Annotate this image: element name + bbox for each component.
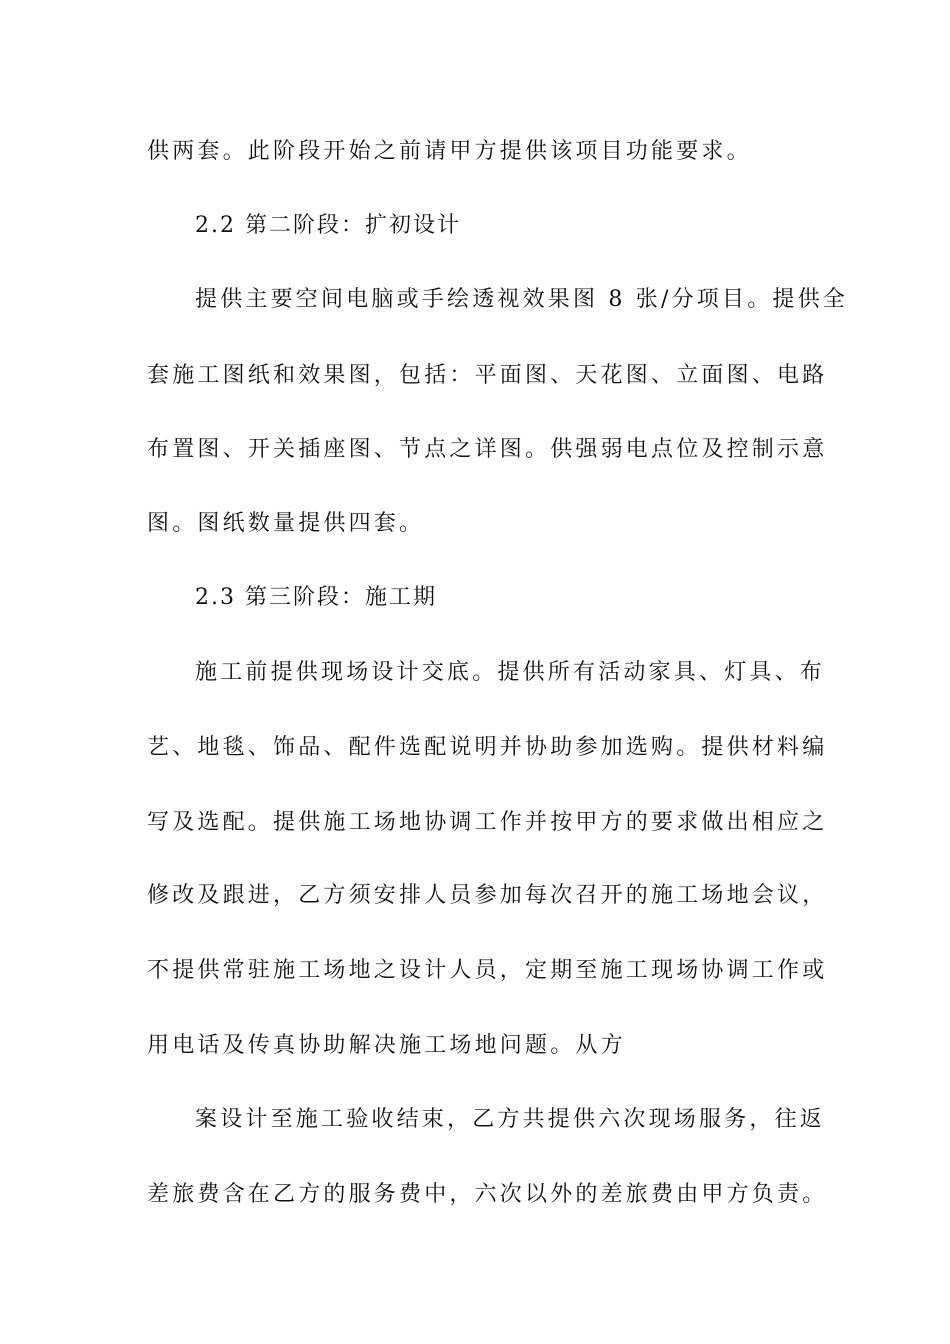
text-line: 供两套。此阶段开始之前请甲方提供该项目功能要求。 [147,139,752,164]
text-line: 套施工图纸和效果图，包括：平面图、天花图、立面图、电路 [147,363,828,388]
text-line: 提供主要空间电脑或手绘透视效果图 8 张/分项目。提供全 [195,287,848,312]
text-line: 不提供常驻施工场地之设计人员，定期至施工现场协调工作或 [147,958,828,983]
text-line: 写及选配。提供施工场地协调工作并按甲方的要求做出相应之 [147,810,828,835]
text-line: 案设计至施工验收结束，乙方共提供六次现场服务，往返 [195,1107,826,1132]
text-line: 修改及跟进，乙方须安排人员参加每次召开的施工场地会议， [147,883,828,908]
text-line: 图。图纸数量提供四套。 [147,511,425,536]
text-line: 布置图、开关插座图、节点之详图。供强弱电点位及控制示意 [147,437,828,462]
text-line: 艺、地毯、饰品、配件选配说明并协助参加选购。提供材料编 [147,735,828,760]
text-line: 差旅费含在乙方的服务费中，六次以外的差旅费由甲方负责。 [147,1182,828,1207]
text-line: 施工前提供现场设计交底。提供所有活动家具、灯具、布 [195,660,826,685]
text-line: 用电话及传真协助解决施工场地问题。从方 [147,1033,626,1058]
section-heading-2-3: 2.3 第三阶段：施工期 [195,585,437,610]
section-heading-2-2: 2.2 第二阶段：扩初设计 [195,213,461,238]
